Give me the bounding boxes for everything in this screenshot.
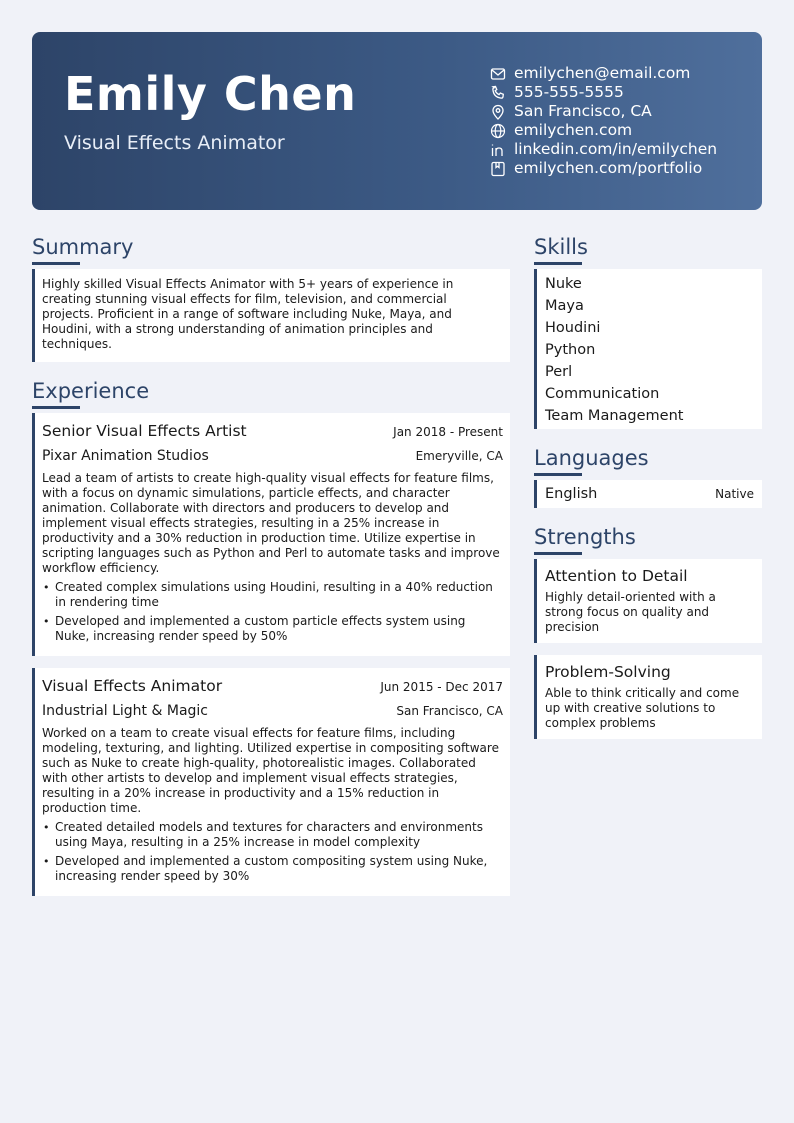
job-location: San Francisco, CA [396,704,503,718]
skill-item: Python [545,342,596,358]
section-underline [32,262,80,265]
job-bullet: • Created detailed models and textures for characters and environments using Maya, resulting in a 25% increase in model complexity [42,820,503,850]
language-name: English [545,486,598,502]
side-column [534,234,762,751]
contact-email-text: emilychen@email.com [514,64,691,82]
candidate-name: Emily Chen [64,67,357,121]
contact-phone-text: 555-555-5555 [514,83,624,101]
phone-icon [490,85,506,101]
contact-portfolio-text: emilychen.com/portfolio [514,159,703,177]
experience-heading: Experience [32,379,150,403]
language-level: Native [715,487,754,501]
contact-linkedin[interactable] [490,140,717,159]
contact-website-text: emilychen.com [514,121,633,139]
job-entry [32,668,510,896]
skill-item: Communication [545,386,660,402]
job-bullet: • Developed and implemented a custom particle effects system using Nuke, increasing render speed by 50% [42,614,503,644]
languages-heading: Languages [534,446,649,470]
job-bullets [42,580,503,644]
skill-item: Team Management [545,408,684,424]
strength-text: Highly detail-oriented with a strong focus on quality and precision [545,590,716,634]
section-underline [534,552,582,555]
job-company: Industrial Light & Magic [42,703,208,719]
strength-card [534,559,762,643]
job-bullets [42,820,503,884]
job-description: Lead a team of artists to create high-quality visual effects for feature films, with a focus on dynamic simulations, particle effects, and character animation. Collaborate with directors and producers to develop and implement visual effects strategies, resulting in a 25% increase in productivity and a 30% reduction in production time. Utilize expertise in scripting languages such as Python and Perl to automate tasks and improve workflow efficiency. [42,471,500,575]
job-description: Worked on a team to create visual effects for feature films, including modeling, texturing, and lighting. Utilized expertise in compositing software such as Nuke to create high-quality, photorealistic images. Collaborated with other artists to develop and implement visual effects strategies, resulting in a 20% increase in productivity and a 15% reduction in production time. [42,726,499,815]
strengths-heading: Strengths [534,525,636,549]
job-title: Senior Visual Effects Artist [42,422,247,440]
job-title: Visual Effects Animator [42,677,223,695]
portfolio-icon [490,161,506,177]
job-entry [32,413,510,656]
contact-phone[interactable] [490,83,717,102]
job-bullet: • Developed and implemented a custom compositing system using Nuke, increasing render speed by 30% [42,854,503,884]
candidate-role: Visual Effects Animator [64,132,285,154]
location-pin-icon [490,104,506,120]
skill-item: Perl [545,364,573,380]
contact-website[interactable] [490,121,717,140]
contact-location-text: San Francisco, CA [514,102,652,120]
section-underline [32,406,80,409]
job-bullet: • Created complex simulations using Houdini, resulting in a 40% reduction in rendering time [42,580,503,610]
section-underline [534,262,582,265]
job-dates: Jan 2018 - Present [393,425,503,439]
summary-text: Highly skilled Visual Effects Animator with 5+ years of experience in creating stunning visual effects for film, television, and commercial projects. Proficient in a range of software including Nuke, Maya, and Houdini, with a strong understanding of animation principles and techniques. [42,277,454,351]
summary-heading: Summary [32,235,134,259]
summary-card [32,269,510,362]
job-company: Pixar Animation Studios [42,448,209,464]
skill-item: Maya [545,298,584,314]
strength-text: Able to think critically and come up with creative solutions to complex problems [545,686,740,730]
linkedin-icon [490,142,506,158]
main-column [32,234,510,908]
strength-title: Problem-Solving [545,663,671,681]
contact-linkedin-text: linkedin.com/in/emilychen [514,140,718,158]
contact-list [490,64,717,178]
strength-title: Attention to Detail [545,567,688,585]
skills-heading: Skills [534,235,588,259]
contact-email[interactable] [490,64,717,83]
contact-location [490,102,717,121]
strength-card [534,655,762,739]
contact-portfolio[interactable] [490,159,717,178]
job-dates: Jun 2015 - Dec 2017 [380,680,503,694]
mail-icon [490,66,506,82]
section-underline [534,473,582,476]
globe-icon [490,123,506,139]
language-item [534,480,762,508]
skill-item: Houdini [545,320,601,336]
skills-card [534,269,762,429]
skill-item: Nuke [545,276,582,292]
resume-header [32,32,762,210]
job-location: Emeryville, CA [415,449,503,463]
